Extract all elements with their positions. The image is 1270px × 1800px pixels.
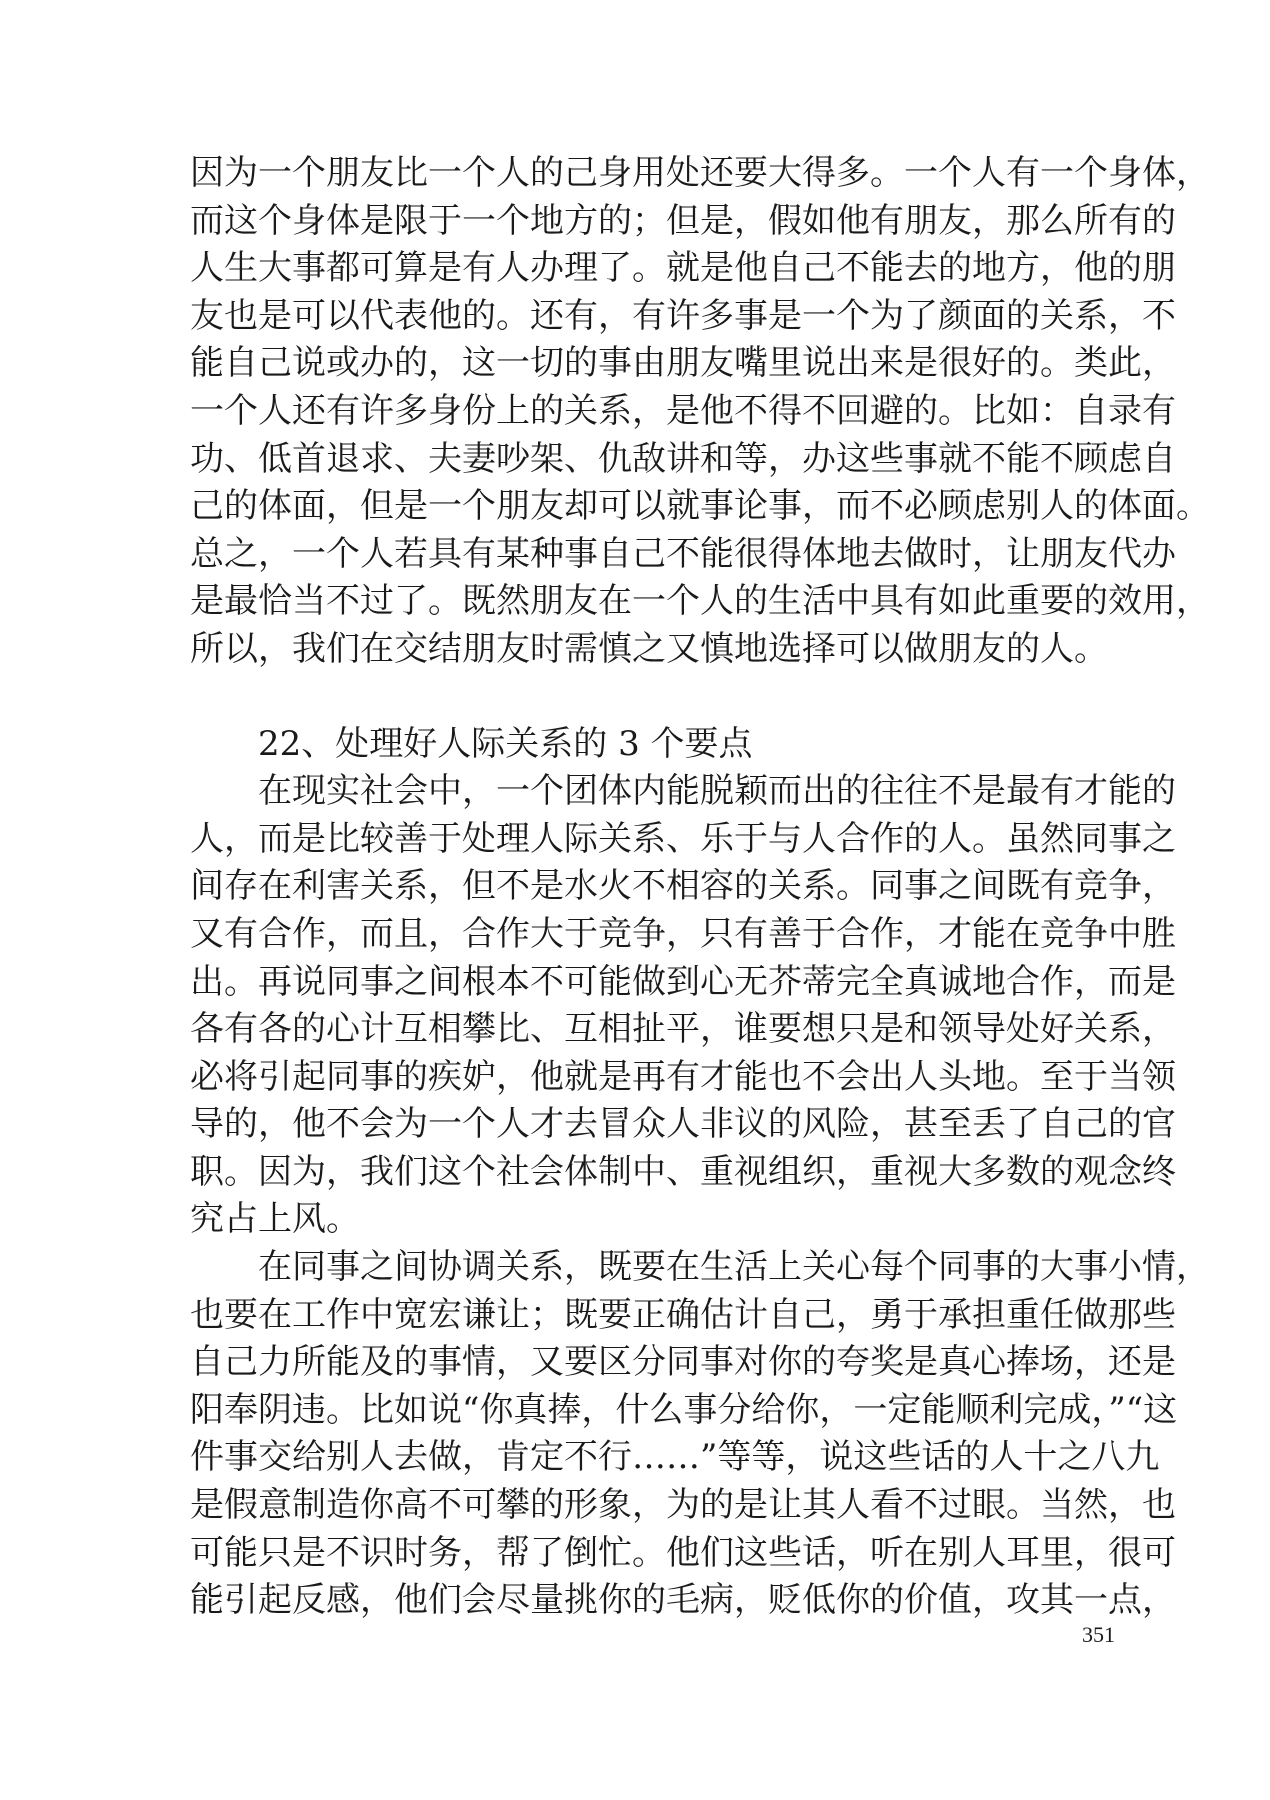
text-line: 自己力所能及的事情，又要区分同事对你的夸奖是真心捧场，还是	[190, 1342, 1176, 1383]
text-line: 一个人还有许多身份上的关系，是他不得不回避的。比如：自录有	[190, 390, 1176, 431]
text-line: 在现实社会中，一个团体内能脱颖而出的往往不是最有才能的	[258, 771, 1176, 812]
text-line: 在同事之间协调关系，既要在生活上关心每个同事的大事小情，	[258, 1247, 1210, 1288]
text-line: 究占上风。	[190, 1199, 360, 1240]
text-line: 是假意制造你高不可攀的形象，为的是让其人看不过眼。当然，也	[190, 1485, 1176, 1526]
text-line: 能引起反感，他们会尽量挑你的毛病，贬低你的价值，攻其一点，	[190, 1580, 1176, 1621]
page-body	[190, 150, 1210, 1625]
section-heading: 22、处理好人际关系的 3 个要点	[258, 723, 753, 764]
text-line: 是最恰当不过了。既然朋友在一个人的生活中具有如此重要的效用，	[190, 581, 1210, 622]
text-line: 阳奉阴违。比如说“你真捧，什么事分给你，一定能顺利完成，”“这	[190, 1389, 1178, 1430]
text-line: 间存在利害关系，但不是水火不相容的关系。同事之间既有竞争，	[190, 866, 1176, 907]
text-line: 功、低首退求、夫妻吵架、仇敌讲和等，办这些事就不能不顾虑自	[190, 438, 1176, 479]
text-line: 职。因为，我们这个社会体制中、重视组织，重视大多数的观念终	[190, 1151, 1176, 1192]
text-line: 也要在工作中宽宏谦让；既要正确估计自己，勇于承担重任做那些	[190, 1294, 1176, 1335]
page-number: 351	[1082, 1622, 1115, 1647]
text-line: 总之，一个人若具有某种事自己不能很得体地去做时，让朋友代办	[190, 533, 1176, 574]
text-line: 因为一个朋友比一个人的己身用处还要大得多。一个人有一个身体，	[190, 153, 1210, 193]
text-line: 出。再说同事之间根本不可能做到心无芥蒂完全真诚地合作，而是	[190, 961, 1176, 1002]
text-line: 必将引起同事的疾妒，他就是再有才能也不会出人头地。至于当领	[190, 1056, 1176, 1097]
text-line: 件事交给别人去做，肯定不行……”等等，说这些话的人十之八九	[190, 1437, 1160, 1478]
text-line: 友也是可以代表他的。还有，有许多事是一个为了颜面的关系，不	[190, 295, 1176, 336]
text-line: 又有合作，而且，合作大于竞争，只有善于合作，才能在竞争中胜	[190, 913, 1176, 954]
text-line: 可能只是不识时务，帮了倒忙。他们这些话，听在别人耳里，很可	[190, 1532, 1176, 1573]
paragraph-1	[190, 150, 1210, 674]
paragraph-2	[190, 768, 1176, 1244]
text-line: 己的体面，但是一个朋友却可以就事论事，而不必顾虑别人的体面。	[190, 486, 1210, 527]
text-line: 导的，他不会为一个人才去冒众人非议的风险，甚至丢了自己的官	[190, 1104, 1176, 1145]
text-line: 能自己说或办的，这一切的事由朋友嘴里说出来是很好的。类此，	[190, 343, 1176, 384]
text-line: 而这个身体是限于一个地方的；但是，假如他有朋友，那么所有的	[190, 200, 1176, 241]
text-line: 人生大事都可算是有人办理了。就是他自己不能去的地方，他的朋	[190, 248, 1176, 289]
text-line: 人，而是比较善于处理人际关系、乐于与人合作的人。虽然同事之	[190, 818, 1176, 859]
text-line: 所以，我们在交结朋友时需慎之又慎地选择可以做朋友的人。	[190, 628, 1108, 669]
paragraph-3	[190, 1244, 1210, 1625]
text-line: 各有各的心计互相攀比、互相扯平，谁要想只是和领导处好关系，	[190, 1009, 1176, 1050]
